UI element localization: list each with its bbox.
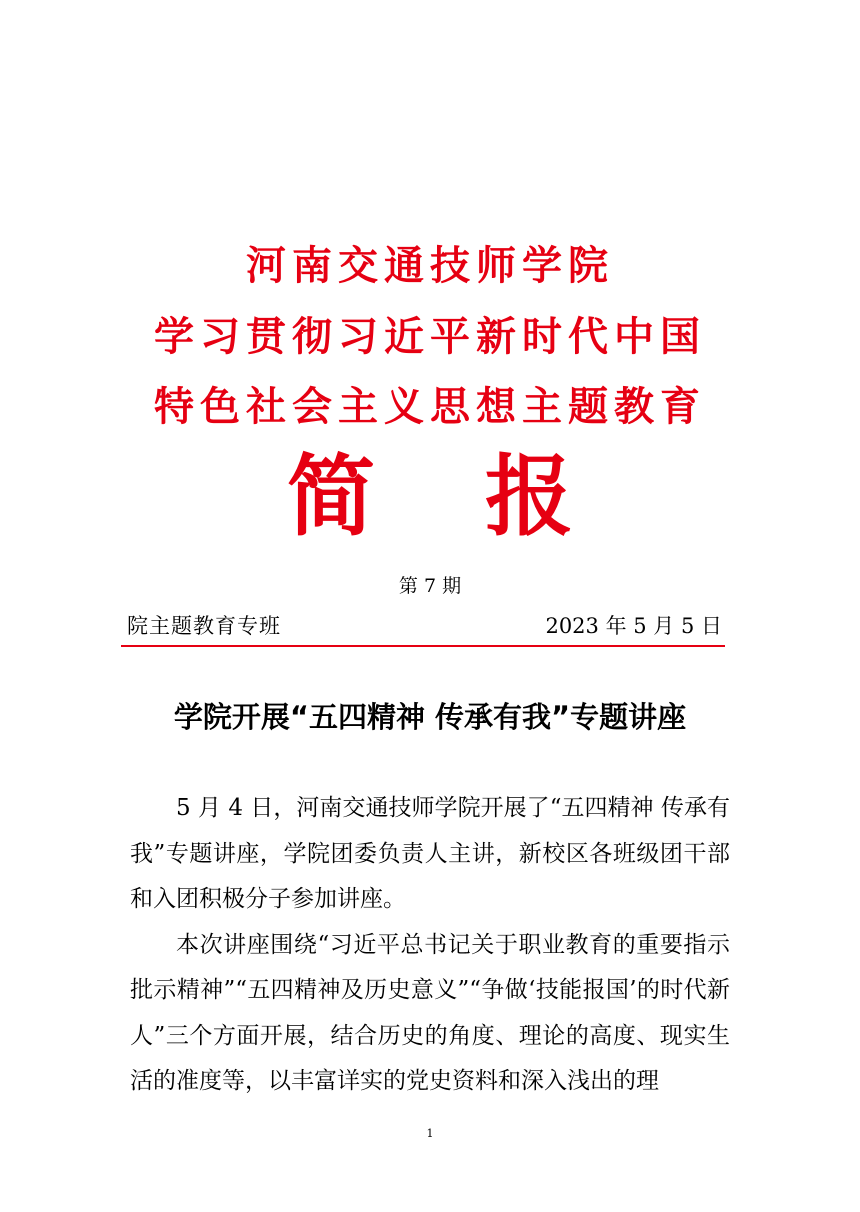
bulletin-title-char-1: 简 — [286, 444, 375, 548]
article-paragraph: 5 月 4 日，河南交通技师学院开展了“五四精神 传承有我”专题讲座，学院团委负责人主讲，新校区各班级团干部和入团积极分子参加讲座。 — [130, 795, 730, 912]
bulletin-title — [0, 444, 860, 548]
issue-number: 第 7 期 — [398, 575, 462, 597]
article-title: 学院开展“五四精神 传承有我”专题讲座 — [173, 700, 687, 734]
bulletin-title-char-2: 报 — [485, 444, 574, 548]
masthead-institution: 河南交通技师学院 — [246, 243, 614, 289]
masthead-subtitle-line2: 特色社会主义思想主题教育 — [154, 384, 706, 430]
article-body — [130, 786, 730, 1105]
issue-date: 2023 年 5 月 5 日 — [545, 614, 722, 638]
article-paragraph: 本次讲座围绕“习近平总书记关于职业教育的重要指示批示精神”“五四精神及历史意义”“争做‘技能报国’的时代新人”三个方面开展，结合历史的角度、理论的高度、现实生活的准度等，以丰富详实的党史资料和深入浅出的理 — [130, 931, 730, 1094]
page-number: 1 — [426, 1127, 434, 1140]
masthead-subtitle-line1: 学习贯彻习近平新时代中国 — [154, 314, 706, 360]
red-divider — [121, 645, 725, 647]
issuer: 院主题教育专班 — [127, 614, 281, 638]
